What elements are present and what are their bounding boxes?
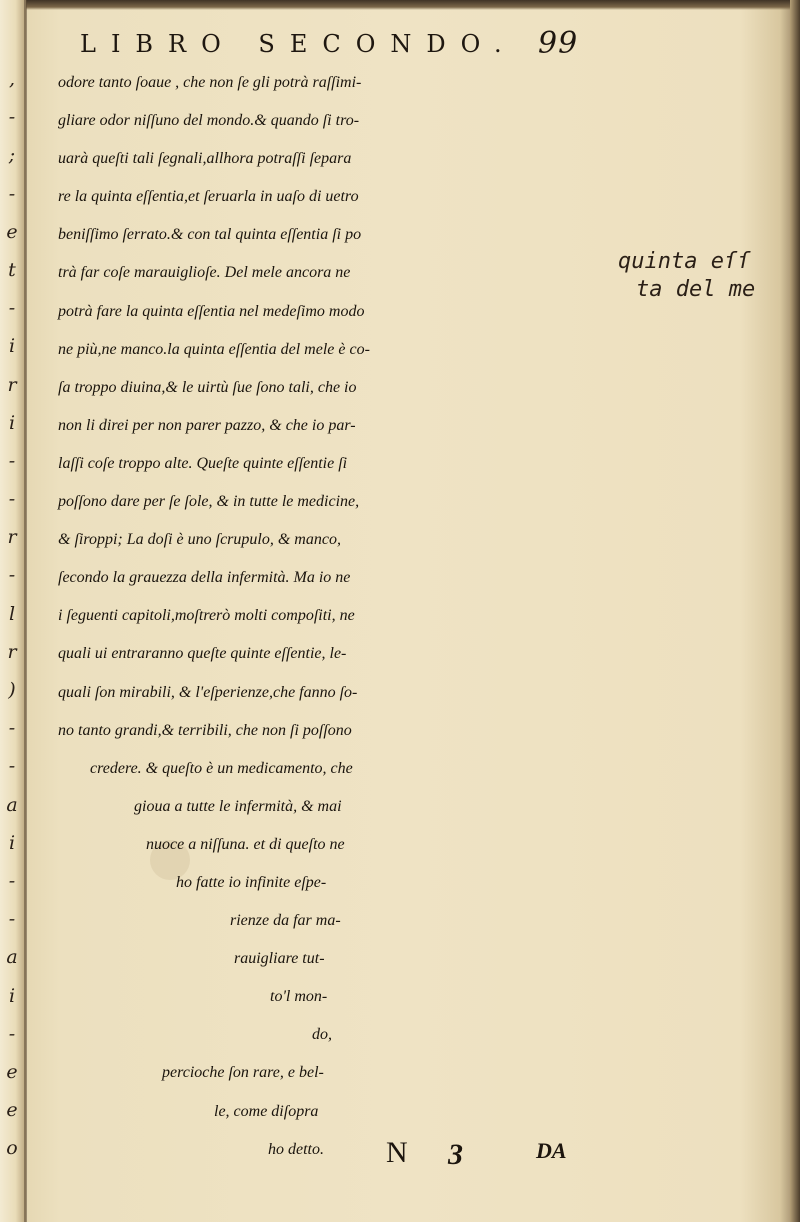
signature-letter: N <box>386 1136 408 1169</box>
gutter-mark: e <box>6 1060 18 1083</box>
text-line: to'l mon- <box>270 988 328 1006</box>
gutter-mark: - <box>8 106 16 129</box>
body-text <box>58 64 628 1169</box>
page-right-edge <box>790 0 800 1222</box>
text-line: poſſono dare per ſe ſole, & in tutte le medicine, <box>58 493 360 511</box>
text-line: ſecondo la grauezza della infermità. Ma io ne <box>58 569 351 587</box>
gutter-mark: i <box>8 984 16 1007</box>
gutter-mark: - <box>8 755 16 778</box>
binding-shadow <box>24 0 27 1222</box>
text-line: uarà queſti tali ſegnali,allhora potraſſi ſepara <box>58 150 352 168</box>
gutter-mark: r <box>7 640 17 663</box>
gutter-mark: ) <box>8 679 16 701</box>
signature-number: 3 <box>448 1138 463 1171</box>
gutter-mark: i <box>8 411 16 434</box>
text-line: gliare odor niſſuno del mondo.& quando ſi tro- <box>58 112 360 130</box>
gutter-mark: t <box>8 258 16 281</box>
text-line: gioua a tutte le infermità, & mai <box>134 797 342 815</box>
gutter-mark: r <box>7 373 17 396</box>
gutter-mark: e <box>6 220 18 243</box>
gutter-mark: - <box>8 564 16 587</box>
text-line: trà far coſe marauiglioſe. Del mele ancora ne <box>58 264 351 282</box>
text-line: nuoce a niſſuna. et di queſto ne <box>146 835 345 853</box>
gutter-mark: r <box>7 526 17 549</box>
text-line: no tanto grandi,& terribili, che non ſi poſſono <box>58 721 352 739</box>
gutter-mark: - <box>8 869 16 892</box>
margin-note-line: ta del me <box>636 277 756 302</box>
margin-note-line: quinta eſſ <box>618 249 751 274</box>
text-line: non li direi per non parer pazzo, & che io par- <box>58 416 356 434</box>
text-line: rienze da far ma- <box>230 912 341 930</box>
text-line: quali ui entraranno queſte quinte eſſentie, le- <box>58 645 347 663</box>
gutter-mark: a <box>6 946 18 969</box>
gutter-mark: i <box>8 831 16 854</box>
gutter-mark: l <box>8 602 16 625</box>
gutter-mark: i <box>8 335 16 358</box>
gutter-mark: - <box>8 908 16 931</box>
text-line: i ſeguenti capitoli,moſtrerò molti compoſiti, ne <box>58 607 355 625</box>
gutter-mark: o <box>6 1137 18 1160</box>
page-number: 99 <box>538 26 579 61</box>
text-line: ne più,ne manco.la quinta eſſentia del mele è co- <box>58 340 370 358</box>
gutter-mark: , <box>8 68 16 90</box>
gutter-mark: - <box>8 717 16 740</box>
text-line: do, <box>312 1026 332 1044</box>
text-line: potrà fare la quinta eſſentia nel medeſimo modo <box>58 302 365 320</box>
text-line: rauigliare tut- <box>234 950 325 968</box>
facing-page-gutter <box>0 0 26 1222</box>
text-line: percioche ſon rare, e bel- <box>162 1064 324 1082</box>
handwritten-margin-note <box>618 248 794 304</box>
facing-page-fragments <box>0 60 24 1167</box>
gutter-mark: - <box>8 182 16 205</box>
gutter-mark: ; <box>8 144 16 167</box>
text-line: credere. & queſto è un medicamento, che <box>90 759 353 777</box>
running-title: LIBRO SECONDO. <box>80 30 517 58</box>
text-line: & ſiroppi; La doſi è uno ſcrupulo, & manco, <box>58 531 341 549</box>
gutter-mark: - <box>8 449 16 472</box>
text-line: ho fatte io infinite eſpe- <box>176 873 327 891</box>
text-line: re la quinta eſſentia,et ſeruarla in uaſo di uetro <box>58 188 359 206</box>
page-top-edge <box>0 0 800 10</box>
gutter-mark: - <box>8 297 16 320</box>
text-line: le, come diſopra <box>214 1102 319 1120</box>
text-line: odore tanto ſoaue , che non ſe gli potrà raſſimi- <box>58 74 362 91</box>
running-header <box>80 26 600 66</box>
text-line: laſſi coſe troppo alte. Queſte quinte eſſentie ſi <box>58 454 348 472</box>
gutter-mark: - <box>8 1022 16 1045</box>
text-line: quali ſon mirabili, & l'eſperienze,che fanno ſo- <box>58 683 358 701</box>
catchword: DA <box>536 1138 567 1163</box>
gutter-mark: - <box>8 488 16 511</box>
text-line: ſa troppo diuina,& le uirtù ſue ſono tali, che io <box>58 378 357 396</box>
text-line: beniſſimo ſerrato.& con tal quinta eſſentia ſi po <box>58 226 362 244</box>
gutter-mark: a <box>6 793 18 816</box>
gutter-mark: e <box>6 1099 18 1122</box>
text-line: ho detto. <box>268 1140 324 1158</box>
